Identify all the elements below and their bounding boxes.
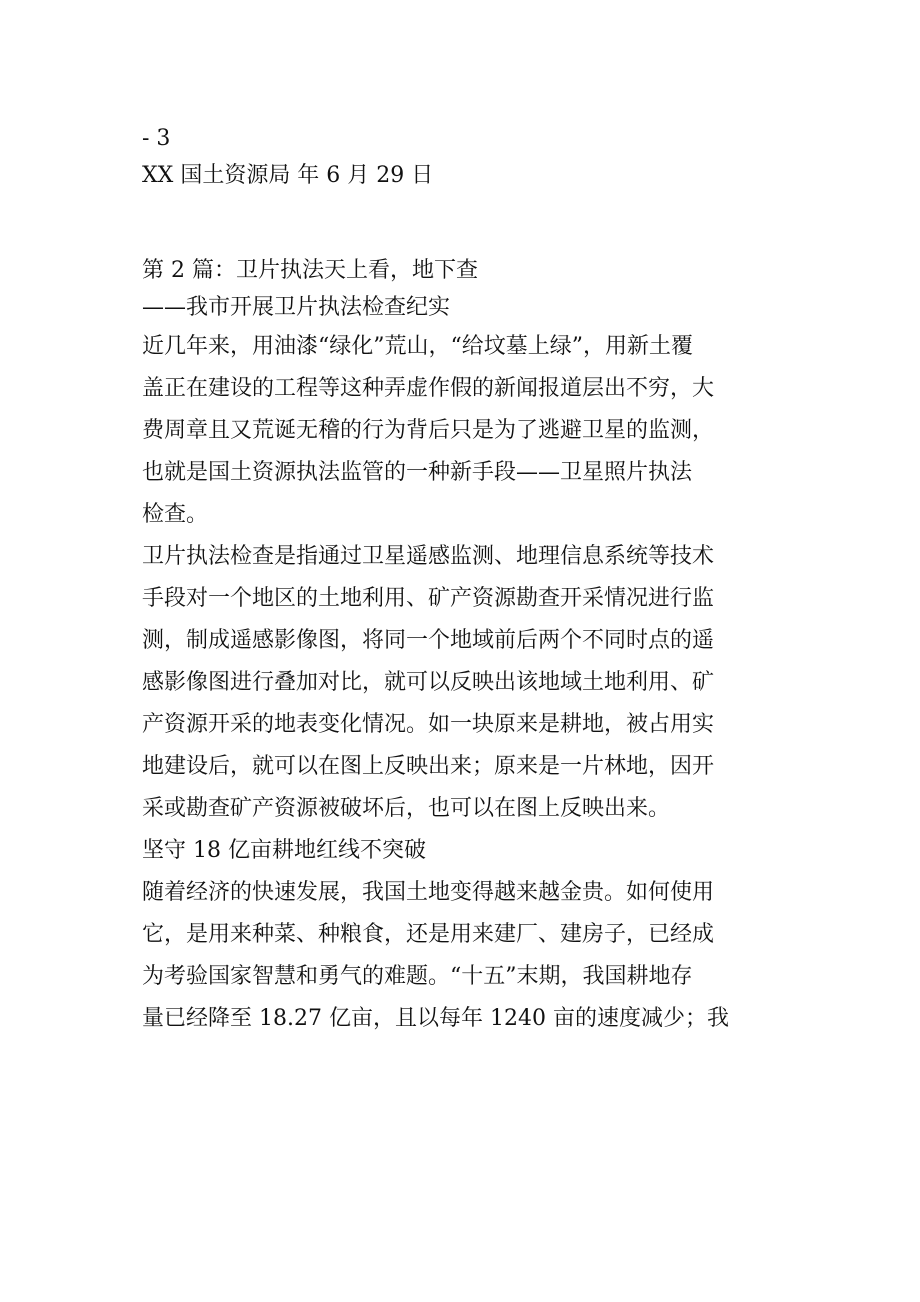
paragraph-line: 产资源开采的地表变化情况。如一块原来是耕地，被占用实	[142, 712, 715, 737]
section-heading: 坚守 18 亿亩耕地红线不突破	[142, 838, 426, 863]
paragraph-line: 采或勘查矿产资源被破坏后，也可以在图上反映出来。	[142, 796, 671, 821]
paragraph-line: 测，制成遥感影像图，将同一个地域前后两个不同时点的遥	[142, 628, 715, 653]
paragraph-line: 为考验国家智慧和勇气的难题。“十五”末期，我国耕地存	[142, 964, 693, 989]
paragraph-line: 也就是国土资源执法监管的一种新手段——卫星照片执法	[142, 460, 693, 485]
paragraph-line: 感影像图进行叠加对比，就可以反映出该地域土地利用、矿	[142, 670, 715, 695]
paragraph-line: 它，是用来种菜、种粮食，还是用来建厂、建房子，已经成	[142, 922, 715, 947]
paragraph-line: 近几年来，用油漆“绿化”荒山，“给坟墓上绿”，用新土覆	[142, 334, 693, 359]
article-subtitle: ——我市开展卫片执法检查纪实	[142, 295, 451, 320]
paragraph-line: 手段对一个地区的土地利用、矿产资源勘查开采情况进行监	[142, 586, 715, 611]
section-gap	[142, 194, 802, 252]
paragraph-line: 检查。	[142, 502, 209, 527]
article-title: 第 2 篇：卫片执法天上看，地下查	[142, 258, 478, 283]
paragraph-line: 量已经降至 18.27 亿亩，且以每年 1240 亩的速度减少；我	[142, 1006, 729, 1031]
paragraph-line: 地建设后，就可以在图上反映出来；原来是一片林地，因开	[142, 754, 715, 779]
paragraph-line: 卫片执法检查是指通过卫星遥感监测、地理信息系统等技术	[142, 544, 715, 569]
signature-line: XX 国土资源局 年 6 月 29 日	[142, 163, 434, 188]
paragraph-line: 随着经济的快速发展，我国土地变得越来越金贵。如何使用	[142, 880, 715, 905]
paragraph-line: 费周章且又荒诞无稽的行为背后只是为了逃避卫星的监测，	[142, 418, 715, 443]
paragraph-line: 盖正在建设的工程等这种弄虚作假的新闻报道层出不穷，大	[142, 376, 715, 401]
paragraph-3	[142, 872, 802, 1040]
paragraph-1	[142, 326, 802, 536]
document-page	[142, 120, 802, 1040]
page-marker: - 3	[142, 126, 171, 151]
paragraph-2	[142, 536, 802, 830]
